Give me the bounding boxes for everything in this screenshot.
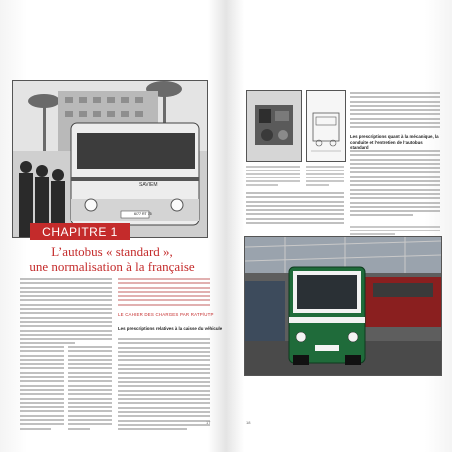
bus-photo-bw xyxy=(12,80,208,238)
section-heading-left: LE CAHIER DES CHARGES PAR RATP/UTP xyxy=(118,312,214,317)
engine-photo xyxy=(246,90,302,162)
engine-illustration xyxy=(247,91,301,161)
bullet-heading-right xyxy=(350,134,440,151)
body-text-right-mid xyxy=(350,150,440,219)
bus-photo-illustration xyxy=(13,81,207,237)
bus-diagram xyxy=(306,90,346,162)
page-number-left: 17 xyxy=(206,420,211,425)
page-number-right: 18 xyxy=(246,420,251,425)
bullet-heading-left: Les prescriptions relatives à la caisse du véhicule xyxy=(118,326,223,331)
chapter-title-line2: une normalisation à la française xyxy=(29,259,195,274)
bus-brand-text: SAVIEM xyxy=(139,182,158,188)
green-bus-illustration xyxy=(245,237,441,375)
chapter-title xyxy=(12,244,212,274)
body-text-col3 xyxy=(118,338,210,433)
chapter-title-line1: L’autobus « standard », xyxy=(51,244,173,259)
intro-text-right xyxy=(118,278,210,308)
green-bus-photo xyxy=(244,236,442,376)
bullet-heading-right-text: Les prescriptions quant à la mécanique, la conduite et l’entretien de l’autobus standard xyxy=(350,134,439,150)
chapter-label: CHAPITRE 1 xyxy=(30,223,130,240)
right-page xyxy=(226,0,452,452)
intro-text-left xyxy=(20,278,112,347)
bus-plate-text: 6/77 RT 75 xyxy=(134,212,152,216)
engine-caption xyxy=(246,166,300,188)
bus-diagram-illustration xyxy=(307,91,345,161)
diagram-caption xyxy=(306,166,344,188)
body-text-col2 xyxy=(68,346,112,432)
body-text-right-top xyxy=(350,92,440,131)
body-text-left-mid xyxy=(246,192,344,226)
body-text-col1 xyxy=(20,346,64,432)
